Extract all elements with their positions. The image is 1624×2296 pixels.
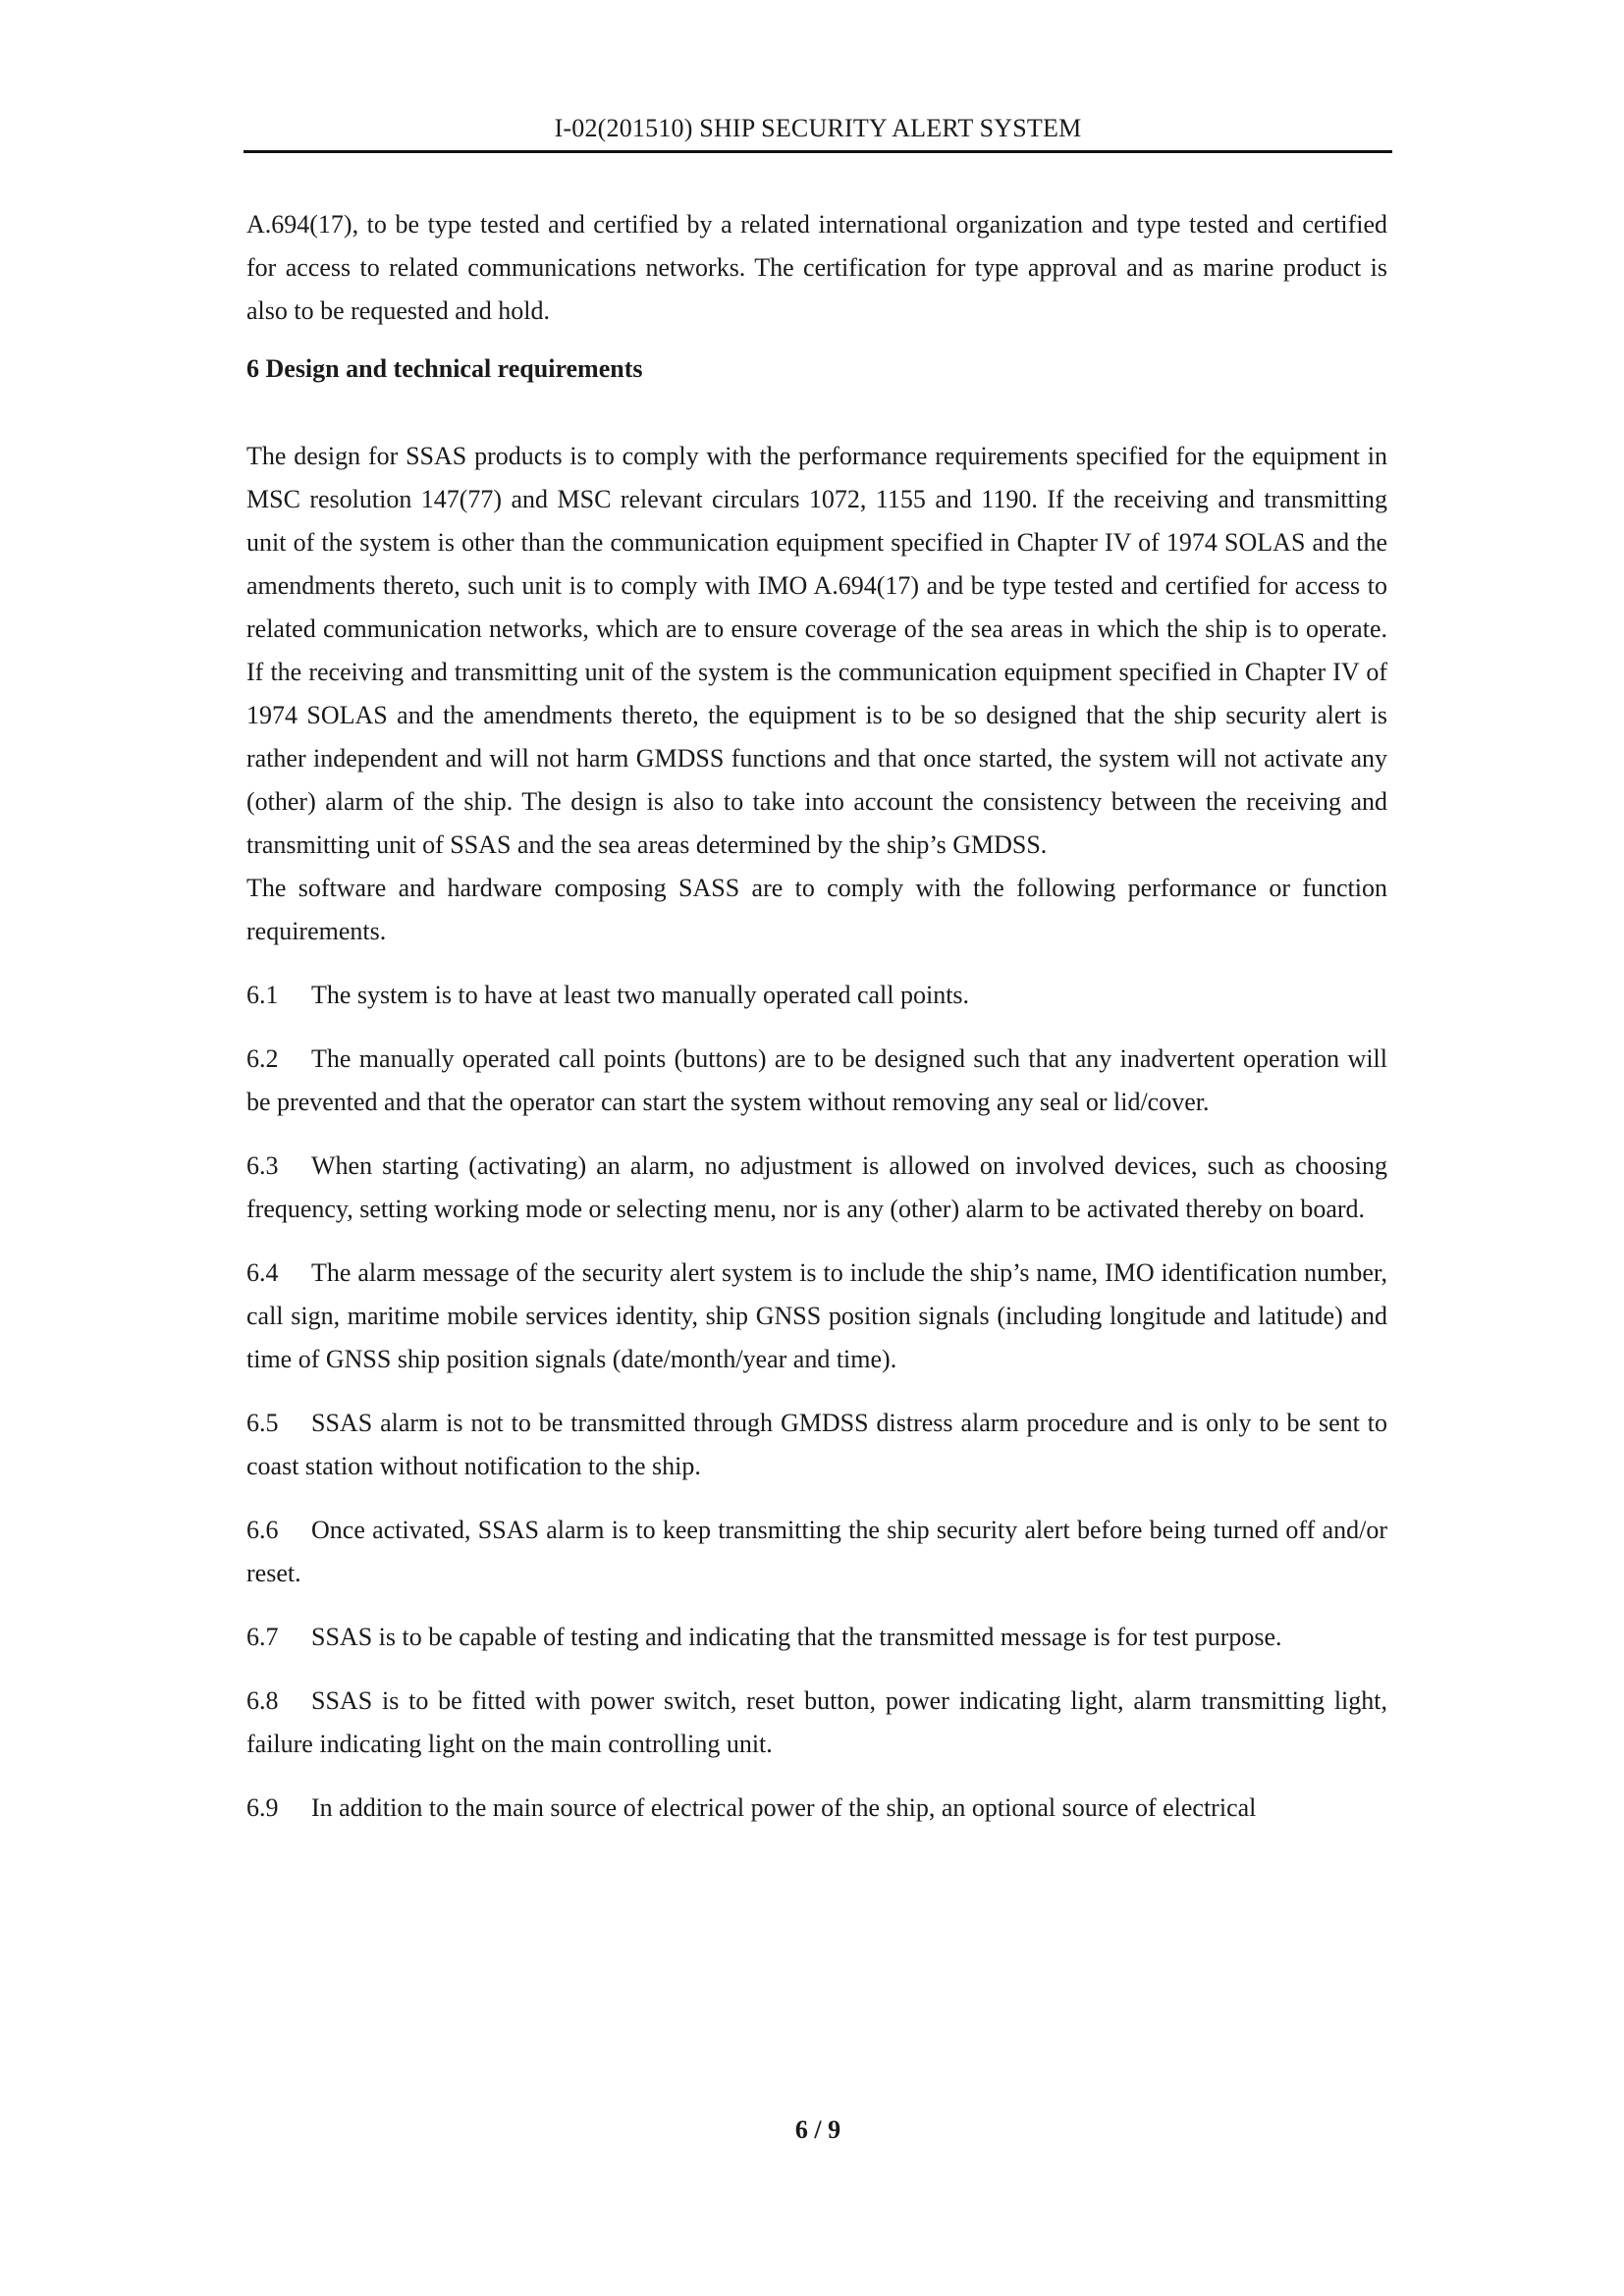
item-number: 6.8 bbox=[246, 1686, 279, 1715]
requirements-intro-paragraph: The software and hardware composing SASS are to comply with the following performance or function requirements. bbox=[246, 874, 1387, 945]
item-text: When starting (activating) an alarm, no adjustment is allowed on involved devices, such as choosing frequency, setting working mode or selecting menu, nor is any (other) alarm to be activated thereby on board. bbox=[246, 1151, 1387, 1223]
item-text: The alarm message of the security alert system is to include the ship’s name, IMO identification number, call sign, maritime mobile services identity, ship GNSS position signals (including longitude and latitude) and time of GNSS ship position signals (date/month/year and time). bbox=[246, 1258, 1387, 1373]
item-text: The system is to have at least two manually operated call points. bbox=[311, 981, 970, 1009]
requirement-item-6-1 bbox=[246, 974, 1387, 1017]
item-text: SSAS alarm is not to be transmitted through GMDSS distress alarm procedure and is only to be sent to coast station without notification to the ship. bbox=[246, 1409, 1387, 1480]
requirement-item-6-4 bbox=[246, 1252, 1387, 1381]
item-number: 6.2 bbox=[246, 1044, 279, 1073]
section-heading: 6 Design and technical requirements bbox=[246, 354, 643, 383]
intro-paragraph: A.694(17), to be type tested and certified by a related international organization and type tested and certified for access to related communications networks. The certification for type approval and as marine product is also to be requested and hold. bbox=[246, 210, 1387, 325]
item-number: 6.7 bbox=[246, 1623, 279, 1651]
page-number: 6 / 9 bbox=[794, 2115, 841, 2144]
item-text: SSAS is to be capable of testing and indicating that the transmitted message is for test purpose. bbox=[311, 1623, 1282, 1651]
requirement-item-6-7 bbox=[246, 1616, 1387, 1659]
requirement-item-6-8 bbox=[246, 1680, 1387, 1766]
requirement-item-6-9 bbox=[246, 1787, 1387, 1830]
item-number: 6.3 bbox=[246, 1151, 279, 1180]
requirement-item-6-2 bbox=[246, 1038, 1387, 1124]
item-text: The manually operated call points (buttons) are to be designed such that any inadvertent operation will be prevented and that the operator can start the system without removing any seal or lid/cover. bbox=[246, 1044, 1387, 1116]
item-text: In addition to the main source of electrical power of the ship, an optional source of electrical bbox=[311, 1793, 1257, 1822]
design-paragraph: The design for SSAS products is to comply with the performance requirements specified for the equipment in MSC resolution 147(77) and MSC relevant circulars 1072, 1155 and 1190. If the receiving and transmitting unit of the system is other than the communication equipment specified in Chapter IV of 1974 SOLAS and the amendments thereto, such unit is to comply with IMO A.694(17) and be type tested and certified for access to related communication networks, which are to ensure coverage of the sea areas in which the ship is to operate. If the receiving and transmitting unit of the system is the communication equipment specified in Chapter IV of 1974 SOLAS and the amendments thereto, the equipment is to be so designed that the ship security alert is rather independent and will not harm GMDSS functions and that once started, the system will not activate any (other) alarm of the ship. The design is also to take into account the consistency between the receiving and transmitting unit of SSAS and the sea areas determined by the ship’s GMDSS. bbox=[246, 442, 1387, 859]
page-header: I-02(201510) SHIP SECURITY ALERT SYSTEM bbox=[554, 114, 1082, 142]
item-text: SSAS is to be fitted with power switch, reset button, power indicating light, alarm transmitting light, failure indicating light on the main controlling unit. bbox=[246, 1686, 1387, 1758]
requirement-item-6-5 bbox=[246, 1402, 1387, 1488]
item-text: Once activated, SSAS alarm is to keep transmitting the ship security alert before being turned off and/or reset. bbox=[246, 1516, 1387, 1587]
requirement-item-6-3 bbox=[246, 1145, 1387, 1231]
item-number: 6.4 bbox=[246, 1258, 279, 1287]
item-number: 6.1 bbox=[246, 981, 279, 1009]
document-body bbox=[246, 203, 1387, 1850]
item-number: 6.6 bbox=[246, 1516, 279, 1544]
header-rule bbox=[244, 150, 1392, 153]
item-number: 6.9 bbox=[246, 1793, 279, 1822]
requirement-item-6-6 bbox=[246, 1509, 1387, 1595]
item-number: 6.5 bbox=[246, 1409, 279, 1437]
